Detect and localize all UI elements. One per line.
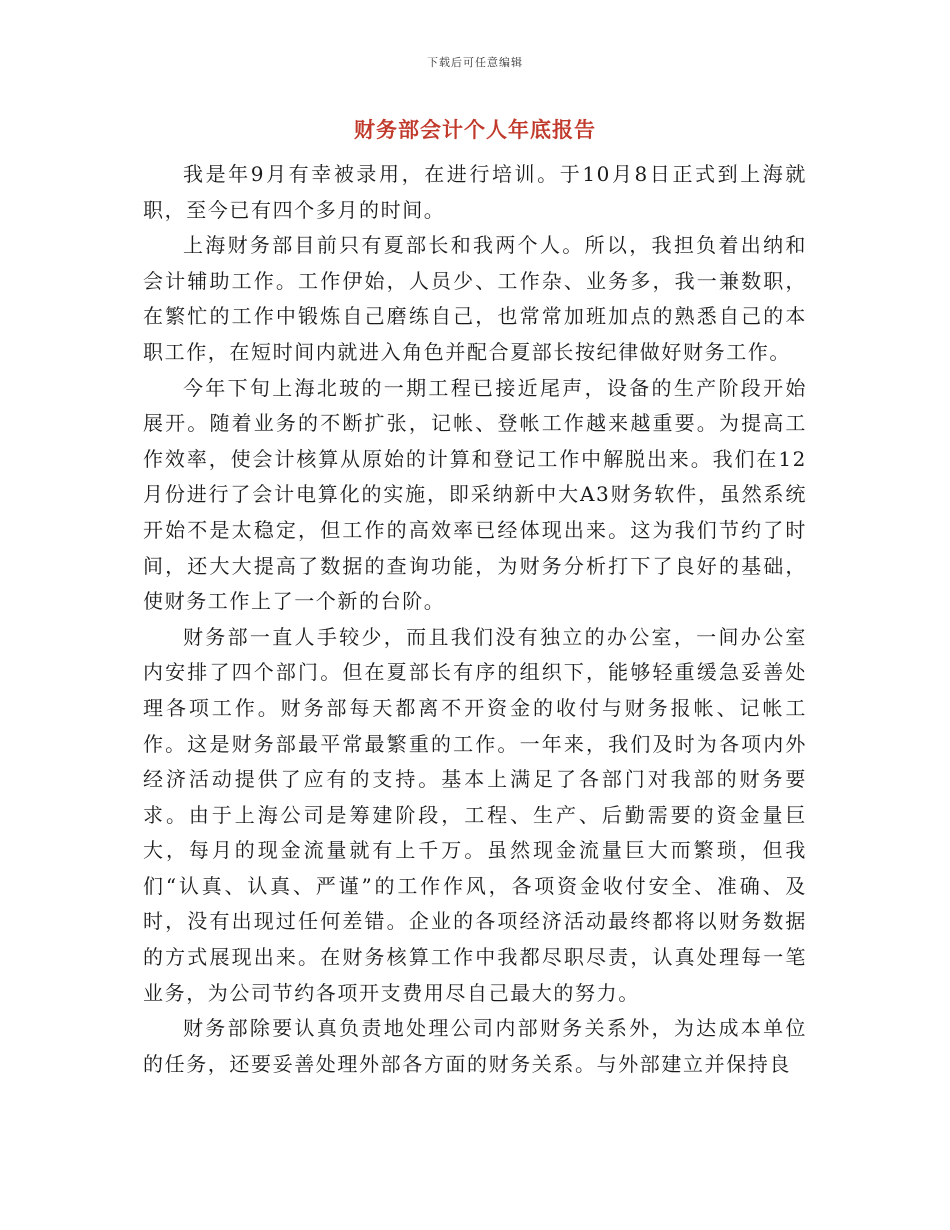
paragraph: 财务部一直人手较少，而且我们没有独立的办公室，一间办公室内安排了四个部门。但在夏部长有序的组织下，能够轻重缓急妥善处理各项工作。财务部每天都离不开资金的收付与财务报帐、记帐工作。这是财务部最平常最繁重的工作。一年来，我们及时为各项内外经济活动提供了应有的支持。基本上满足了各部门对我部的财务要求。由于上海公司是筹建阶段，工程、生产、后勤需要的资金量巨大，每月的现金流量就有上千万。虽然现金流量巨大而繁琐，但我们“认真、认真、严谨”的工作作风，各项资金收付安全、准确、及时，没有出现过任何差错。企业的各项经济活动最终都将以财务数据的方式展现出来。在财务核算工作中我都尽职尽责，认真处理每一笔业务，为公司节约各项开支费用尽自己最大的努力。	[143, 624, 807, 1005]
paragraph: 今年下旬上海北玻的一期工程已接近尾声，设备的生产阶段开始展开。随着业务的不断扩张，记帐、登帐工作越来越重要。为提高工作效率，使会计核算从原始的计算和登记工作中解脱出来。我们在12月份进行了会计电算化的实施，即采纳新中大A3财务软件，虽然系统开始不是太稳定，但工作的高效率已经体现出来。这为我们节约了时间，还大大提高了数据的查询功能，为财务分析打下了良好的基础，使财务工作上了一个新的台阶。	[143, 375, 807, 614]
document-title: 财务部会计个人年底报告	[354, 117, 596, 142]
paragraph: 上海财务部目前只有夏部长和我两个人。所以，我担负着出纳和会计辅助工作。工作伊始，人员少、工作杂、业务多，我一兼数职，在繁忙的工作中锻炼自己磨练自己，也常常加班加点的熟悉自己的本职工作，在短时间内就进入角色并配合夏部长按纪律做好财务工作。	[143, 233, 807, 364]
paragraph: 财务部除要认真负责地处理公司内部财务关系外，为达成本单位的任务，还要妥善处理外部各方面的财务关系。与外部建立并保持良	[143, 1016, 807, 1076]
document-body	[143, 157, 807, 1082]
paragraph: 我是年9月有幸被录用，在进行培训。于10月8日正式到上海就职，至今已有四个多月的时间。	[143, 162, 807, 222]
page-header-note: 下载后可任意编辑	[427, 56, 523, 69]
